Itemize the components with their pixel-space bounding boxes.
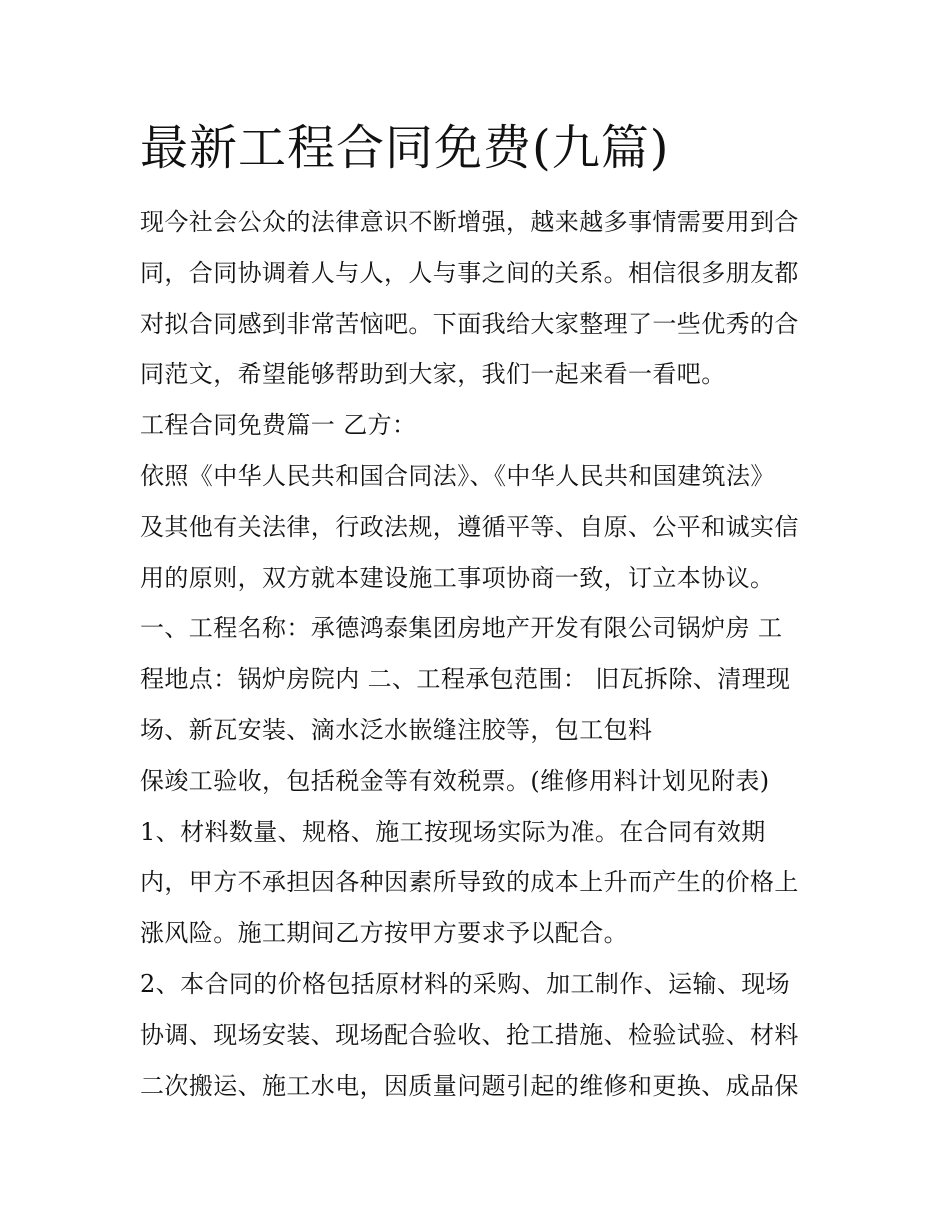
text-line: 同，合同协调着人与人，人与事之间的关系。相信很多朋友都 [140, 258, 799, 287]
text-line: 工程合同免费篇一 乙方： [140, 411, 417, 440]
text-line: 程地点：锅炉房院内 二、工程承包范围： 旧瓦拆除、清理现 [140, 665, 791, 694]
text-line: 涨风险。施工期间乙方按甲方要求予以配合。 [140, 919, 628, 948]
text-line: 及其他有关法律，行政法规，遵循平等、自原、公平和诚实信 [140, 512, 799, 541]
text-line: 1、材料数量、规格、施工按现场实际为准。在合同有效期 [140, 817, 766, 846]
text-line: 2、本合同的价格包括原材料的采购、加工制作、运输、现场 [140, 969, 791, 998]
text-line: 一、工程名称：承德鸿泰集团房地产开发有限公司锅炉房 工 [140, 614, 783, 643]
text-line: 现今社会公众的法律意识不断增强，越来越多事情需要用到合 [140, 208, 799, 236]
text-line: 协调、现场安装、现场配合验收、抢工措施、检验试验、材料 [140, 1020, 799, 1049]
text-line: 依照《中华人民共和国合同法》、《中华人民共和国建筑法》 [140, 461, 775, 490]
text-line: 场、新瓦安装、滴水泛水嵌缝注胶等，包工包料 [140, 715, 653, 744]
document-body [140, 202, 820, 1116]
text-line: 保竣工验收，包括税金等有效税票。(维修用料计划见附表) [140, 766, 770, 795]
text-line: 二次搬运、施工水电，因质量问题引起的维修和更换、成品保 [140, 1071, 799, 1100]
text-line: 内，甲方不承担因各种因素所导致的成本上升而产生的价格上 [140, 868, 799, 897]
text-line: 用的原则，双方就本建设施工事项协商一致，订立本协议。 [140, 563, 775, 592]
text-line: 对拟合同感到非常苦恼吧。下面我给大家整理了一些优秀的合 [140, 309, 799, 338]
text-line: 同范文，希望能够帮助到大家，我们一起来看一看吧。 [140, 360, 726, 389]
document-title: 最新工程合同免费(九篇) [140, 120, 670, 176]
